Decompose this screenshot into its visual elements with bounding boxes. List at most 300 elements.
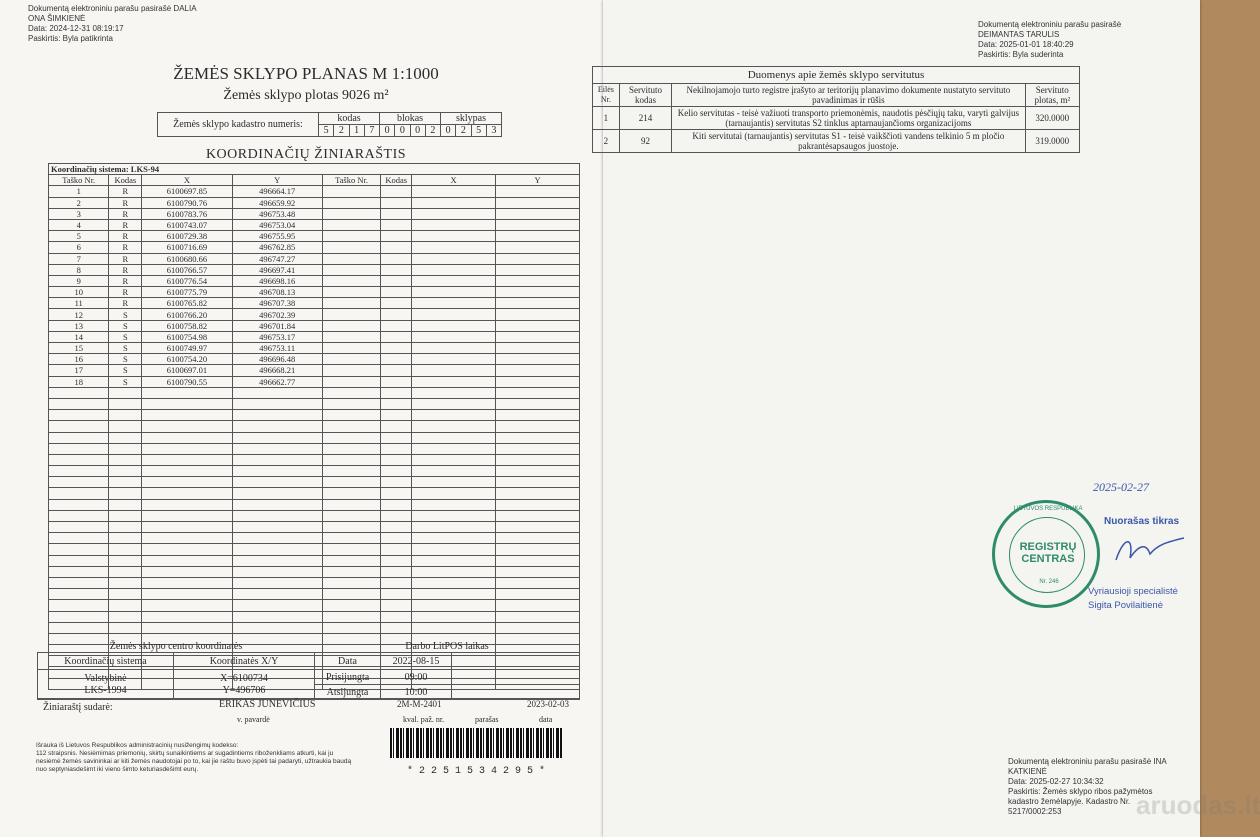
coord-cell xyxy=(496,197,580,208)
serv-cell: 320.0000 xyxy=(1025,107,1079,130)
coord-cell xyxy=(381,287,412,298)
license-caption: kval. paž. nr. xyxy=(403,715,445,724)
coord-cell xyxy=(49,421,109,432)
coord-cell xyxy=(496,309,580,320)
coord-row xyxy=(49,376,580,387)
coord-cell xyxy=(322,533,380,544)
coord-cell: 6100766.20 xyxy=(142,309,232,320)
cad-digit: 0 xyxy=(380,125,395,137)
sys-value-line: Valstybinė xyxy=(84,672,127,684)
coord-cell xyxy=(142,432,232,443)
coord-cell xyxy=(109,432,142,443)
coord-cell: 496662.77 xyxy=(232,376,322,387)
cad-header-kodas: kodas xyxy=(319,113,380,125)
coord-cell xyxy=(496,577,580,588)
coord-cell xyxy=(412,398,496,409)
coord-row xyxy=(49,477,580,488)
coord-cell xyxy=(412,264,496,275)
coord-cell xyxy=(412,275,496,286)
coord-cell: S xyxy=(109,365,142,376)
coord-cell xyxy=(49,544,109,555)
coord-cell xyxy=(412,432,496,443)
sig-line: kadastro žemėlapyje. Kadastro Nr. xyxy=(1008,797,1131,806)
coord-row xyxy=(49,264,580,275)
coord-cell xyxy=(49,566,109,577)
coord-cell xyxy=(142,600,232,611)
coord-cell xyxy=(322,365,380,376)
serv-header: Servituto plotas, m² xyxy=(1025,84,1079,107)
coord-cell xyxy=(322,522,380,533)
serv-cell: 2 xyxy=(593,130,620,153)
coord-cell xyxy=(232,544,322,555)
coord-cell xyxy=(381,398,412,409)
coord-cell: 12 xyxy=(49,309,109,320)
left-page xyxy=(0,0,612,837)
coord-cell xyxy=(109,566,142,577)
coord-cell xyxy=(232,477,322,488)
coord-cell xyxy=(322,544,380,555)
compiled-name: ERIKAS JUNEVIČIUS xyxy=(219,699,316,710)
coord-cell: S xyxy=(109,309,142,320)
coord-cell xyxy=(381,387,412,398)
coord-cell xyxy=(381,589,412,600)
coord-cell xyxy=(381,231,412,242)
coord-cell xyxy=(381,533,412,544)
coord-cell xyxy=(381,219,412,230)
coord-cell xyxy=(322,611,380,622)
coord-cell xyxy=(142,611,232,622)
coord-cell xyxy=(496,600,580,611)
coord-cell xyxy=(381,566,412,577)
coord-cell xyxy=(496,387,580,398)
coord-cell xyxy=(412,253,496,264)
sig-line: Paskirtis: Byla suderinta xyxy=(978,50,1064,59)
coord-cell xyxy=(322,398,380,409)
col-header: X xyxy=(142,175,232,186)
date-caption: data xyxy=(539,715,553,724)
sig-line: Dokumentą elektroniniu parašu pasirašė INA xyxy=(1008,757,1167,766)
certified-copy: Nuorašas tikras xyxy=(1104,516,1180,527)
coord-cell xyxy=(381,242,412,253)
cadastral-label: Žemės sklypo kadastro numeris: xyxy=(158,113,319,137)
coord-cell xyxy=(322,253,380,264)
coord-cell: 496753.17 xyxy=(232,331,322,342)
coord-cell xyxy=(232,454,322,465)
coord-cell xyxy=(412,410,496,421)
coord-row xyxy=(49,566,580,577)
name-caption: v. pavardė xyxy=(237,715,270,724)
coord-cell xyxy=(381,410,412,421)
coord-cell xyxy=(381,320,412,331)
serv-cell: 214 xyxy=(619,107,671,130)
coord-cell xyxy=(232,387,322,398)
coord-cell xyxy=(381,522,412,533)
coord-cell xyxy=(109,533,142,544)
coord-row xyxy=(49,219,580,230)
col-header: Taško Nr. xyxy=(49,175,109,186)
right-e-signature-top xyxy=(978,20,1121,60)
coord-cell xyxy=(109,443,142,454)
coord-row xyxy=(49,432,580,443)
coord-cell xyxy=(381,510,412,521)
coord-cell: 496707.38 xyxy=(232,298,322,309)
coord-cell: 6100754.98 xyxy=(142,331,232,342)
coord-cell xyxy=(232,589,322,600)
coord-cell xyxy=(381,331,412,342)
serv-cell: 319.0000 xyxy=(1025,130,1079,153)
coord-cell xyxy=(496,186,580,197)
coord-cell xyxy=(412,197,496,208)
coord-cell xyxy=(142,589,232,600)
coord-cell xyxy=(109,555,142,566)
coord-cell xyxy=(322,600,380,611)
coord-cell xyxy=(49,488,109,499)
coord-row xyxy=(49,443,580,454)
coord-row xyxy=(49,555,580,566)
coord-cell xyxy=(232,421,322,432)
coord-system: Koordinačių sistema: LKS-94 xyxy=(49,164,580,175)
coord-cell xyxy=(412,488,496,499)
coord-cell: 11 xyxy=(49,298,109,309)
coord-cell xyxy=(49,622,109,633)
coord-cell xyxy=(322,275,380,286)
footnote-line: nesiėmė žemės savininkai ar kiti žemės naudotojai po to, kai jie raštu buvo įspėti tai padaryti, užtraukia baudą xyxy=(36,758,352,765)
coord-cell xyxy=(381,544,412,555)
coord-cell xyxy=(142,510,232,521)
coord-cell xyxy=(496,611,580,622)
stamp-center-line: CENTRAS xyxy=(1021,553,1075,565)
coord-row xyxy=(49,275,580,286)
sig-line: DEIMANTAS TARULIS xyxy=(978,30,1060,39)
coord-cell xyxy=(381,499,412,510)
coord-cell xyxy=(142,454,232,465)
coord-cell xyxy=(412,533,496,544)
coord-cell xyxy=(109,577,142,588)
coord-cell xyxy=(412,622,496,633)
coord-cell xyxy=(109,611,142,622)
coord-cell: R xyxy=(109,253,142,264)
coord-cell xyxy=(142,443,232,454)
coord-cell xyxy=(322,309,380,320)
coord-cell xyxy=(109,488,142,499)
coord-cell xyxy=(142,533,232,544)
date-label: Data xyxy=(315,653,381,670)
coord-cell xyxy=(232,443,322,454)
coord-cell: 496702.39 xyxy=(232,309,322,320)
coord-cell: 16 xyxy=(49,354,109,365)
coord-cell xyxy=(109,622,142,633)
coord-cell: 6100716.69 xyxy=(142,242,232,253)
center-and-time-table xyxy=(37,640,580,700)
coord-cell xyxy=(322,354,380,365)
work-title: Darbo LitPOS laikas xyxy=(405,640,489,652)
coord-cell xyxy=(322,208,380,219)
sys-value-line: LKS-1994 xyxy=(84,684,127,696)
coord-cell: S xyxy=(109,320,142,331)
col-header: Y xyxy=(232,175,322,186)
coord-cell: R xyxy=(109,231,142,242)
coords-title: KOORDINAČIŲ ŽINIARAŠTIS xyxy=(205,147,407,162)
coord-cell: 6100790.76 xyxy=(142,197,232,208)
coord-cell xyxy=(496,488,580,499)
specialist-name: Sigita Povilaitienė xyxy=(1088,600,1163,611)
sig-line: Data: 2024-12-31 08:19:17 xyxy=(28,24,124,33)
coord-cell xyxy=(142,387,232,398)
coord-cell xyxy=(322,443,380,454)
coord-cell: R xyxy=(109,242,142,253)
coord-cell xyxy=(49,510,109,521)
coord-cell: S xyxy=(109,376,142,387)
coord-cell xyxy=(49,410,109,421)
coord-cell: 1 xyxy=(49,186,109,197)
coord-cell xyxy=(412,544,496,555)
coord-cell xyxy=(412,331,496,342)
coord-row xyxy=(49,309,580,320)
coord-cell xyxy=(381,365,412,376)
coord-cell xyxy=(496,331,580,342)
coord-cell xyxy=(232,555,322,566)
coord-cell xyxy=(232,600,322,611)
coord-cell xyxy=(496,443,580,454)
coord-cell xyxy=(232,622,322,633)
coord-row xyxy=(49,600,580,611)
coord-cell xyxy=(412,298,496,309)
coord-cell: 496659.92 xyxy=(232,197,322,208)
coord-cell xyxy=(381,376,412,387)
coord-cell xyxy=(322,510,380,521)
sig-line: KATKIENĖ xyxy=(1008,767,1047,776)
coord-cell xyxy=(232,611,322,622)
coord-cell xyxy=(412,499,496,510)
coord-cell xyxy=(412,287,496,298)
coord-cell xyxy=(381,354,412,365)
footnote-line: nuo septyniasdešimt iki vieno šimto keturiasdešimt eurų. xyxy=(36,766,199,773)
footnote-line: 112 straipsnis. Nesiėmimas priemonių, skirtų sunaikintiems ar sugadintiems riboženkliams atkurti, kai ju xyxy=(36,750,334,757)
coord-cell xyxy=(142,421,232,432)
coord-cell xyxy=(322,555,380,566)
coord-cell xyxy=(322,421,380,432)
connected-label: Prisijungta xyxy=(315,670,381,685)
col-header: Taško Nr. xyxy=(322,175,380,186)
serv-cell: Kelio servitutas - teisė važiuoti transporto priemonėmis, naudotis pėsčiųjų taku, varyti galvijus (tarnaujantis) servitutas S2 tinklus aptarnaujančioms organizacijoms xyxy=(672,107,1025,130)
coord-cell xyxy=(412,454,496,465)
cad-digit: 2 xyxy=(334,125,349,137)
servitudes-title: Duomenys apie žemės sklypo servitutus xyxy=(593,67,1080,84)
coord-cell xyxy=(381,466,412,477)
coord-row xyxy=(49,398,580,409)
coord-cell xyxy=(412,510,496,521)
coord-cell: R xyxy=(109,298,142,309)
sig-line: 5217/0002:253 xyxy=(1008,807,1062,816)
coord-cell xyxy=(109,600,142,611)
coord-cell xyxy=(496,410,580,421)
coord-cell xyxy=(381,421,412,432)
registru-centras-stamp xyxy=(992,500,1100,608)
coord-cell xyxy=(412,477,496,488)
coord-cell xyxy=(381,309,412,320)
coord-cell xyxy=(232,432,322,443)
coord-cell xyxy=(142,622,232,633)
coord-cell xyxy=(109,454,142,465)
coord-cell xyxy=(109,499,142,510)
coord-cell xyxy=(49,443,109,454)
sig-line: Dokumentą elektroniniu parašu pasirašė DALIA xyxy=(28,4,197,13)
serv-cell: 92 xyxy=(619,130,671,153)
coord-cell xyxy=(381,611,412,622)
coord-cell xyxy=(232,566,322,577)
coord-cell xyxy=(496,354,580,365)
compiled-by-row xyxy=(37,698,580,723)
coord-cell xyxy=(496,298,580,309)
coord-cell xyxy=(412,387,496,398)
specialist-role: Vyriausioji specialistė xyxy=(1088,586,1178,597)
coord-cell xyxy=(232,499,322,510)
coord-cell xyxy=(322,186,380,197)
coord-cell xyxy=(412,589,496,600)
coord-cell xyxy=(49,600,109,611)
coord-cell xyxy=(49,387,109,398)
coord-row xyxy=(49,544,580,555)
coord-cell xyxy=(412,443,496,454)
coord-cell xyxy=(496,499,580,510)
coord-cell xyxy=(142,477,232,488)
coord-row xyxy=(49,242,580,253)
coord-cell xyxy=(496,343,580,354)
coord-row xyxy=(49,320,580,331)
cad-digit: 2 xyxy=(456,125,471,137)
coord-cell xyxy=(412,354,496,365)
handwritten-signature xyxy=(1112,532,1188,566)
coord-cell xyxy=(109,410,142,421)
coord-cell xyxy=(49,466,109,477)
coord-cell: 496697.41 xyxy=(232,264,322,275)
coord-cell xyxy=(496,566,580,577)
coord-row xyxy=(49,331,580,342)
coord-row xyxy=(49,287,580,298)
col-header: Y xyxy=(496,175,580,186)
coord-cell xyxy=(322,331,380,342)
coord-cell xyxy=(412,365,496,376)
servitudes-table xyxy=(592,66,1080,153)
coord-cell xyxy=(381,264,412,275)
coord-cell xyxy=(322,577,380,588)
coord-cell xyxy=(322,589,380,600)
coord-cell xyxy=(142,544,232,555)
coord-cell xyxy=(142,398,232,409)
compiled-date: 2023-02-03 xyxy=(527,699,569,709)
coord-cell xyxy=(142,499,232,510)
coord-cell: 14 xyxy=(49,331,109,342)
coord-row xyxy=(49,253,580,264)
coord-cell: 496664.17 xyxy=(232,186,322,197)
coord-cell xyxy=(109,466,142,477)
coord-cell: 6100775.79 xyxy=(142,287,232,298)
coord-cell xyxy=(496,264,580,275)
serv-cell: Kiti servitutai (tarnaujantis) servitutas S1 - teisė vaikščioti vandens telkinio 5 m pločio pakrantėsapsaugos juostoje. xyxy=(672,130,1025,153)
coord-cell: 496708.13 xyxy=(232,287,322,298)
coord-cell: R xyxy=(109,264,142,275)
coord-cell xyxy=(412,320,496,331)
coord-cell xyxy=(322,197,380,208)
coord-cell xyxy=(232,410,322,421)
cad-digit: 3 xyxy=(486,125,501,137)
coord-cell xyxy=(496,320,580,331)
coord-cell: 6100743.07 xyxy=(142,219,232,230)
coord-cell: 496753.11 xyxy=(232,343,322,354)
coord-cell xyxy=(49,454,109,465)
left-e-signature xyxy=(28,4,197,44)
coord-cell: 6100766.57 xyxy=(142,264,232,275)
compiled-license: 2M-M-2401 xyxy=(397,699,442,709)
coord-cell xyxy=(381,298,412,309)
coord-cell xyxy=(322,387,380,398)
coord-cell xyxy=(142,555,232,566)
coord-cell: 8 xyxy=(49,264,109,275)
sig-line: Dokumentą elektroniniu parašu pasirašė xyxy=(978,20,1122,29)
coord-cell xyxy=(49,477,109,488)
coord-cell xyxy=(496,477,580,488)
coord-row xyxy=(49,622,580,633)
coord-cell: 9 xyxy=(49,275,109,286)
coord-row xyxy=(49,197,580,208)
coord-cell xyxy=(49,533,109,544)
coord-cell xyxy=(381,454,412,465)
coord-cell xyxy=(109,522,142,533)
coord-cell: R xyxy=(109,287,142,298)
coord-cell: 4 xyxy=(49,219,109,230)
center-xy xyxy=(174,670,315,700)
coord-row xyxy=(49,421,580,432)
coord-cell xyxy=(232,466,322,477)
sig-line: Paskirtis: Žemės sklypo ribos pažymėtos xyxy=(1008,787,1153,796)
coord-cell: 6100697.85 xyxy=(142,186,232,197)
coord-cell xyxy=(412,522,496,533)
coord-cell xyxy=(412,600,496,611)
coord-cell xyxy=(322,231,380,242)
coord-cell xyxy=(142,466,232,477)
coord-cell xyxy=(322,320,380,331)
coord-cell xyxy=(109,589,142,600)
coord-cell xyxy=(109,387,142,398)
compiled-label: Žiniaraštį sudarė: xyxy=(43,702,113,713)
disconnected-value: 10:00 xyxy=(381,685,452,700)
coord-cell xyxy=(49,398,109,409)
connected-value: 09:00 xyxy=(381,670,452,685)
coord-cell xyxy=(496,533,580,544)
coord-cell xyxy=(49,499,109,510)
coord-row xyxy=(49,208,580,219)
center-y: Y=496706 xyxy=(222,684,266,696)
coord-cell: 496747.27 xyxy=(232,253,322,264)
coord-cell xyxy=(109,510,142,521)
barcode-bars xyxy=(390,728,562,758)
coord-cell xyxy=(381,253,412,264)
coord-cell xyxy=(412,219,496,230)
coord-cell xyxy=(496,275,580,286)
coord-cell xyxy=(496,510,580,521)
coord-cell xyxy=(496,219,580,230)
center-x: X=6100734 xyxy=(220,672,268,684)
coord-cell xyxy=(412,555,496,566)
cad-digit: 0 xyxy=(395,125,410,137)
coord-row xyxy=(49,454,580,465)
coord-cell xyxy=(381,622,412,633)
coord-cell xyxy=(142,577,232,588)
coord-cell xyxy=(412,566,496,577)
coord-cell: 5 xyxy=(49,231,109,242)
stamp-number: Nr. 246 xyxy=(1039,579,1059,585)
coord-cell xyxy=(49,432,109,443)
